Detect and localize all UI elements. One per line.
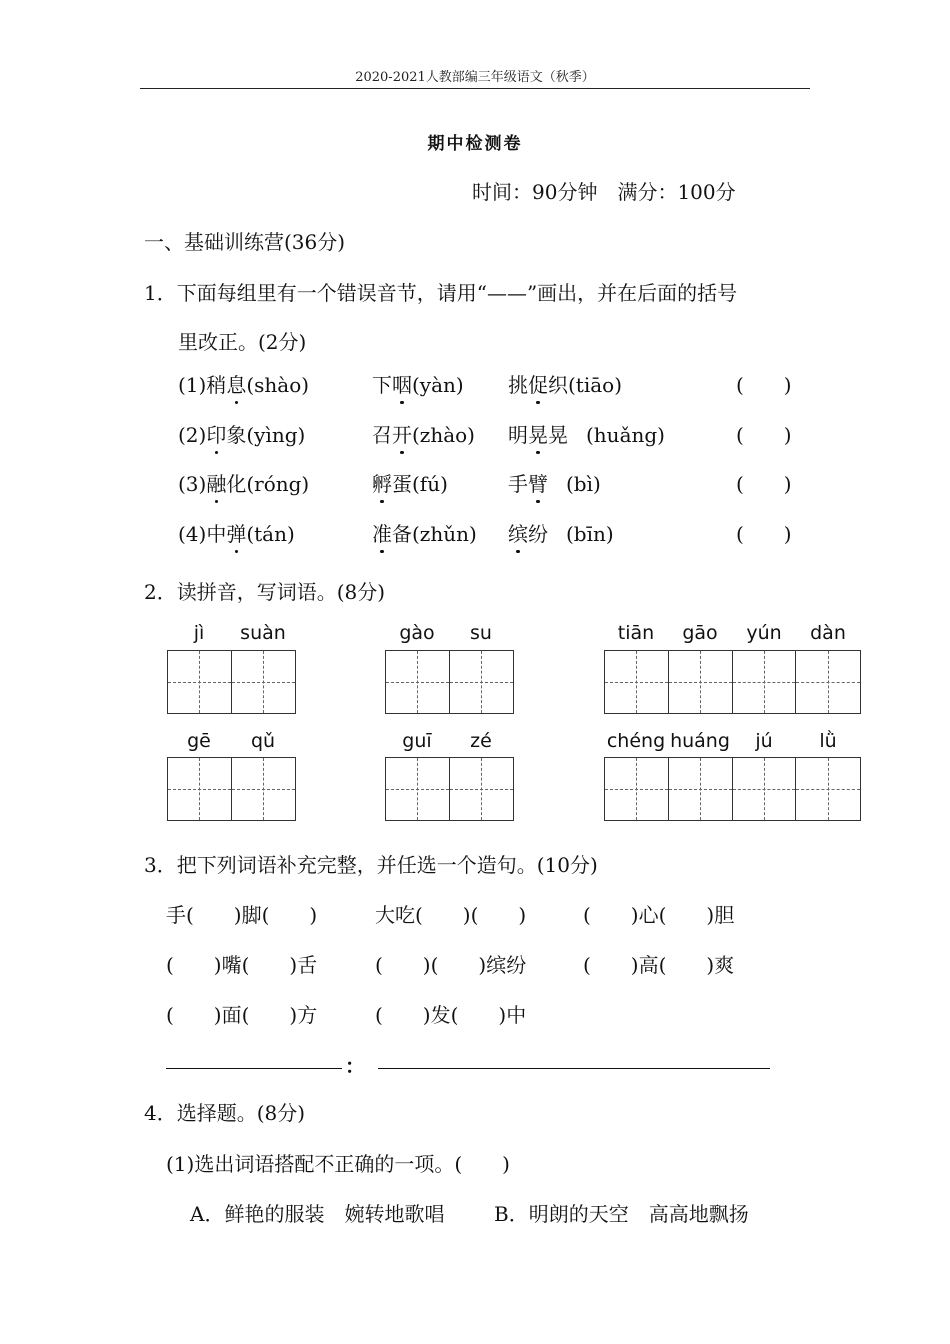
- q1-row-3-c-dot: 臂: [528, 472, 548, 496]
- q1-row-1-a-dot: 息: [226, 373, 247, 397]
- q1-row-4-word-c: [508, 518, 614, 547]
- q1-row-1-word-c: [508, 369, 622, 398]
- q1-row-1-c-py: (tiāo): [568, 373, 623, 397]
- q1-row-3-word-b: [372, 468, 448, 497]
- q2-pinyin-6-3: jú: [755, 730, 773, 752]
- q2-writing-cell[interactable]: [605, 651, 669, 713]
- q2-writing-cell[interactable]: [450, 651, 514, 713]
- q3-idiom-2-3[interactable]: ( )高( )爽: [583, 953, 735, 977]
- q2-pinyin-3-4: dàn: [810, 622, 846, 644]
- q1-instruction-line2: 里改正。(2分): [178, 330, 307, 354]
- q1-row-1-c-pre: 挑: [508, 373, 528, 397]
- q2-pinyin-3-1: tiān: [617, 622, 655, 644]
- q3-idiom-3-1[interactable]: ( )面( )方: [166, 1003, 318, 1027]
- q1-row-1-b-dot: 咽: [392, 373, 412, 397]
- q2-writing-cell[interactable]: [168, 758, 232, 820]
- q3-idiom-answer-line[interactable]: [166, 1068, 342, 1069]
- q3-idiom-3-2[interactable]: ( )发( )中: [375, 1003, 527, 1027]
- q2-writing-cell[interactable]: [232, 651, 296, 713]
- q1-row-4-a-py: (tán): [246, 522, 295, 546]
- header-rule: [140, 88, 810, 89]
- q1-row-2-answer-parens[interactable]: ( ): [736, 423, 792, 447]
- q3-idiom-1-1[interactable]: 手( )脚( ): [166, 903, 318, 927]
- section-1-heading: 一、基础训练营(36分): [144, 230, 346, 254]
- q4-instruction: 4．选择题。(8分): [144, 1101, 306, 1125]
- q1-row-1-c-dot: 促: [528, 373, 548, 397]
- q2-pinyin-5-2: zé: [470, 730, 492, 752]
- q1-row-2-a-post: 象: [226, 423, 247, 447]
- q2-tianzige-box-6[interactable]: [604, 757, 861, 821]
- q1-row-4-c-dot: 缤: [508, 522, 528, 546]
- q2-writing-cell[interactable]: [386, 758, 450, 820]
- q1-row-3-word-a: [178, 468, 309, 497]
- q2-pinyin-4-1: gē: [187, 730, 211, 752]
- q1-row-2-b-dot: 开: [392, 423, 412, 447]
- q1-row-3-b-py: (fú): [412, 472, 448, 496]
- q2-writing-cell[interactable]: [796, 758, 860, 820]
- q2-pinyin-5-1: guī: [402, 730, 432, 752]
- q1-row-1-a-pre: (1)稍: [178, 373, 227, 397]
- q1-row-4-c-py: (bīn): [566, 522, 614, 546]
- q2-writing-cell[interactable]: [232, 758, 296, 820]
- q1-row-4-word-b: [372, 518, 477, 547]
- q2-instruction: 2．读拼音，写词语。(8分): [144, 580, 386, 604]
- q3-idiom-1-3[interactable]: ( )心( )胆: [583, 903, 735, 927]
- q4-option-a: A．鲜艳的服装 婉转地歌唱: [190, 1202, 445, 1226]
- q3-colon: ：: [345, 1054, 365, 1078]
- q1-row-1-b-py: (yàn): [412, 373, 464, 397]
- q2-writing-cell[interactable]: [733, 651, 797, 713]
- q2-writing-cell[interactable]: [796, 651, 860, 713]
- q2-pinyin-1-1: jì: [193, 622, 205, 644]
- q1-row-4-a-dot: 弹: [226, 522, 247, 546]
- q2-pinyin-2-2: su: [470, 622, 492, 644]
- q1-row-2-b-pre: 召: [372, 423, 392, 447]
- q1-row-1-answer-parens[interactable]: ( ): [736, 373, 792, 397]
- q1-row-3-b-post: 蛋: [392, 472, 412, 496]
- q2-tianzige-box-5[interactable]: [385, 757, 514, 821]
- q4-sub1-question: (1)选出词语搭配不正确的一项。( ): [166, 1152, 510, 1176]
- q1-row-3-c-pre: 手: [508, 472, 528, 496]
- q2-writing-cell[interactable]: [669, 758, 733, 820]
- q2-pinyin-1-2: suàn: [240, 622, 286, 644]
- q1-row-2-b-py: (zhào): [412, 423, 475, 447]
- q1-row-1-b-pre: 下: [372, 373, 392, 397]
- q1-row-4-word-a: [178, 518, 295, 547]
- q2-writing-cell[interactable]: [450, 758, 514, 820]
- q1-row-3-b-dot: 孵: [372, 472, 392, 496]
- page-header: 2020-2021人教部编三年级语文（秋季）: [355, 70, 595, 85]
- q1-row-3-a-post: 化: [226, 472, 247, 496]
- q2-pinyin-2-1: gào: [399, 622, 435, 644]
- q1-row-4-b-dot: 准: [372, 522, 392, 546]
- q1-row-3-a-pre: (3): [178, 472, 207, 496]
- q2-writing-cell[interactable]: [168, 651, 232, 713]
- q1-row-2-a-pre: (2): [178, 423, 207, 447]
- q1-row-2-word-c: [508, 419, 665, 448]
- q2-pinyin-6-1: chéng: [606, 730, 666, 752]
- q2-tianzige-box-4[interactable]: [167, 757, 296, 821]
- q1-row-3-c-py: (bì): [566, 472, 601, 496]
- q1-row-2-word-a: [178, 419, 305, 448]
- q1-row-2-c-post: 晃: [548, 423, 568, 447]
- q3-sentence-answer-line[interactable]: [378, 1068, 770, 1069]
- q2-pinyin-3-2: gāo: [682, 622, 718, 644]
- q1-row-2-word-b: [372, 419, 475, 448]
- time-info: 时间：90分钟 满分：100分: [472, 180, 736, 204]
- q3-idiom-1-2[interactable]: 大吃( )( ): [375, 903, 527, 927]
- q3-idiom-2-2[interactable]: ( )( )缤纷: [375, 953, 527, 977]
- q1-row-1-c-post: 织: [548, 373, 568, 397]
- q1-row-4-b-post: 备: [392, 522, 412, 546]
- q2-tianzige-box-1[interactable]: [167, 650, 296, 714]
- q1-row-3-a-py: (róng): [246, 472, 310, 496]
- q3-instruction: 3．把下列词语补充完整，并任选一个造句。(10分): [144, 853, 598, 877]
- q2-writing-cell[interactable]: [669, 651, 733, 713]
- q1-row-4-answer-parens[interactable]: ( ): [736, 522, 792, 546]
- q2-tianzige-box-3[interactable]: [604, 650, 861, 714]
- q2-pinyin-3-3: yún: [746, 622, 782, 644]
- q2-writing-cell[interactable]: [733, 758, 797, 820]
- q2-writing-cell[interactable]: [605, 758, 669, 820]
- q1-row-3-answer-parens[interactable]: ( ): [736, 472, 792, 496]
- q2-pinyin-6-2: huáng: [670, 730, 730, 752]
- q2-writing-cell[interactable]: [386, 651, 450, 713]
- q4-option-b: B．明朗的天空 高高地飘扬: [494, 1202, 749, 1226]
- q1-row-1-a-py: (shào): [246, 373, 310, 397]
- q3-idiom-2-1[interactable]: ( )嘴( )舌: [166, 953, 318, 977]
- q1-row-2-a-dot: 印: [206, 423, 227, 447]
- exam-title: 期中检测卷: [427, 134, 523, 154]
- q1-row-2-c-dot: 晃: [528, 423, 548, 447]
- q1-row-4-b-py: (zhǔn): [412, 522, 477, 546]
- q1-row-4-c-post: 纷: [528, 522, 548, 546]
- q1-row-2-c-pre: 明: [508, 423, 528, 447]
- q2-pinyin-6-4: lǜ: [819, 730, 837, 752]
- q1-row-2-c-py: (huǎng): [586, 423, 665, 447]
- q1-row-2-a-py: (yìng): [246, 423, 306, 447]
- q1-row-1-word-a: [178, 369, 309, 398]
- q2-pinyin-4-2: qǔ: [250, 730, 276, 752]
- q1-row-4-a-pre: (4)中: [178, 522, 227, 546]
- q1-row-3-a-dot: 融: [206, 472, 227, 496]
- q2-tianzige-box-2[interactable]: [385, 650, 514, 714]
- q1-row-3-word-c: [508, 468, 601, 497]
- q1-instruction-line1: 1．下面每组里有一个错误音节，请用“——”画出，并在后面的括号: [144, 281, 738, 305]
- q1-row-1-word-b: [372, 369, 464, 398]
